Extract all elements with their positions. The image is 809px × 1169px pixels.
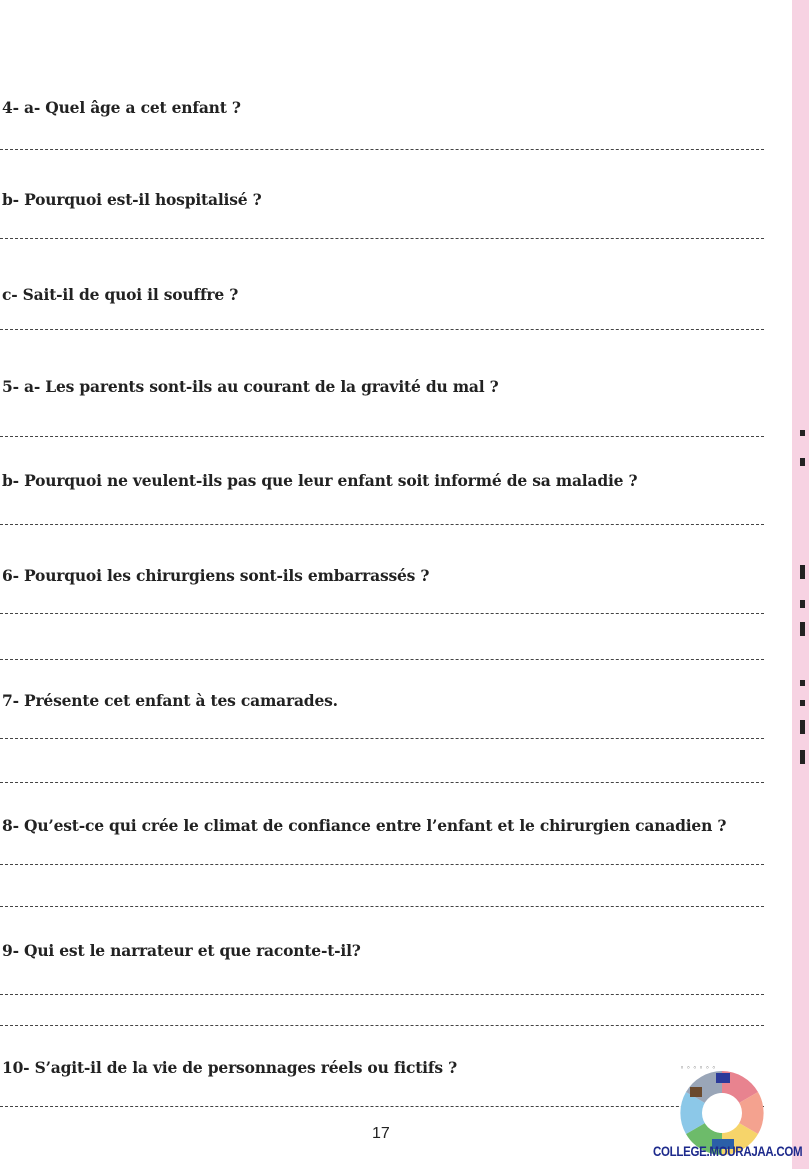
answer-line[interactable] xyxy=(0,782,764,783)
svg-text:◦ ◦ ◦ ◦ ◦ ◦: ◦ ◦ ◦ ◦ ◦ ◦ xyxy=(680,1064,716,1072)
answer-line[interactable] xyxy=(0,906,764,907)
question-q8: 8- Qu’est-ce qui crée le climat de confiance entre l’enfant et le chirurgien canadien ? xyxy=(2,816,727,835)
answer-line[interactable] xyxy=(0,994,764,995)
side-text-fragment xyxy=(800,565,805,579)
side-margin-band xyxy=(792,0,809,1169)
answer-line[interactable] xyxy=(0,149,764,150)
answer-line[interactable] xyxy=(0,659,764,660)
question-q9: 9- Qui est le narrateur et que raconte-t-il? xyxy=(2,941,361,960)
answer-line[interactable] xyxy=(0,864,764,865)
side-text-fragment xyxy=(800,750,805,764)
site-logo-text: COLLEGE.MOURAJAA.COM xyxy=(653,1145,803,1160)
question-q5a: 5- a- Les parents sont-ils au courant de la gravité du mal ? xyxy=(2,377,499,396)
side-text-fragment xyxy=(800,622,805,636)
question-q10: 10- S’agit-il de la vie de personnages réels ou fictifs ? xyxy=(2,1058,457,1077)
side-text-fragment xyxy=(800,700,805,706)
answer-line[interactable] xyxy=(0,524,764,525)
answer-line[interactable] xyxy=(0,238,764,239)
side-text-fragment xyxy=(800,680,805,686)
question-q4c: c- Sait-il de quoi il souffre ? xyxy=(2,285,239,304)
question-q4a: 4- a- Quel âge a cet enfant ? xyxy=(2,98,241,117)
question-q4b: b- Pourquoi est-il hospitalisé ? xyxy=(2,190,262,209)
answer-line[interactable] xyxy=(0,1106,764,1107)
side-text-fragment xyxy=(800,458,805,466)
question-q5b: b- Pourquoi ne veulent-ils pas que leur enfant soit informé de sa maladie ? xyxy=(2,471,638,490)
question-q7: 7- Présente cet enfant à tes camarades. xyxy=(2,691,338,710)
question-q6: 6- Pourquoi les chirurgiens sont-ils embarrassés ? xyxy=(2,566,430,585)
answer-line[interactable] xyxy=(0,613,764,614)
page-number: 17 xyxy=(372,1125,390,1142)
side-text-fragment xyxy=(800,430,805,436)
answer-line[interactable] xyxy=(0,329,764,330)
answer-line[interactable] xyxy=(0,738,764,739)
answer-line[interactable] xyxy=(0,1025,764,1026)
side-text-fragment xyxy=(800,600,805,608)
answer-line[interactable] xyxy=(0,436,764,437)
side-text-fragment xyxy=(800,720,805,734)
